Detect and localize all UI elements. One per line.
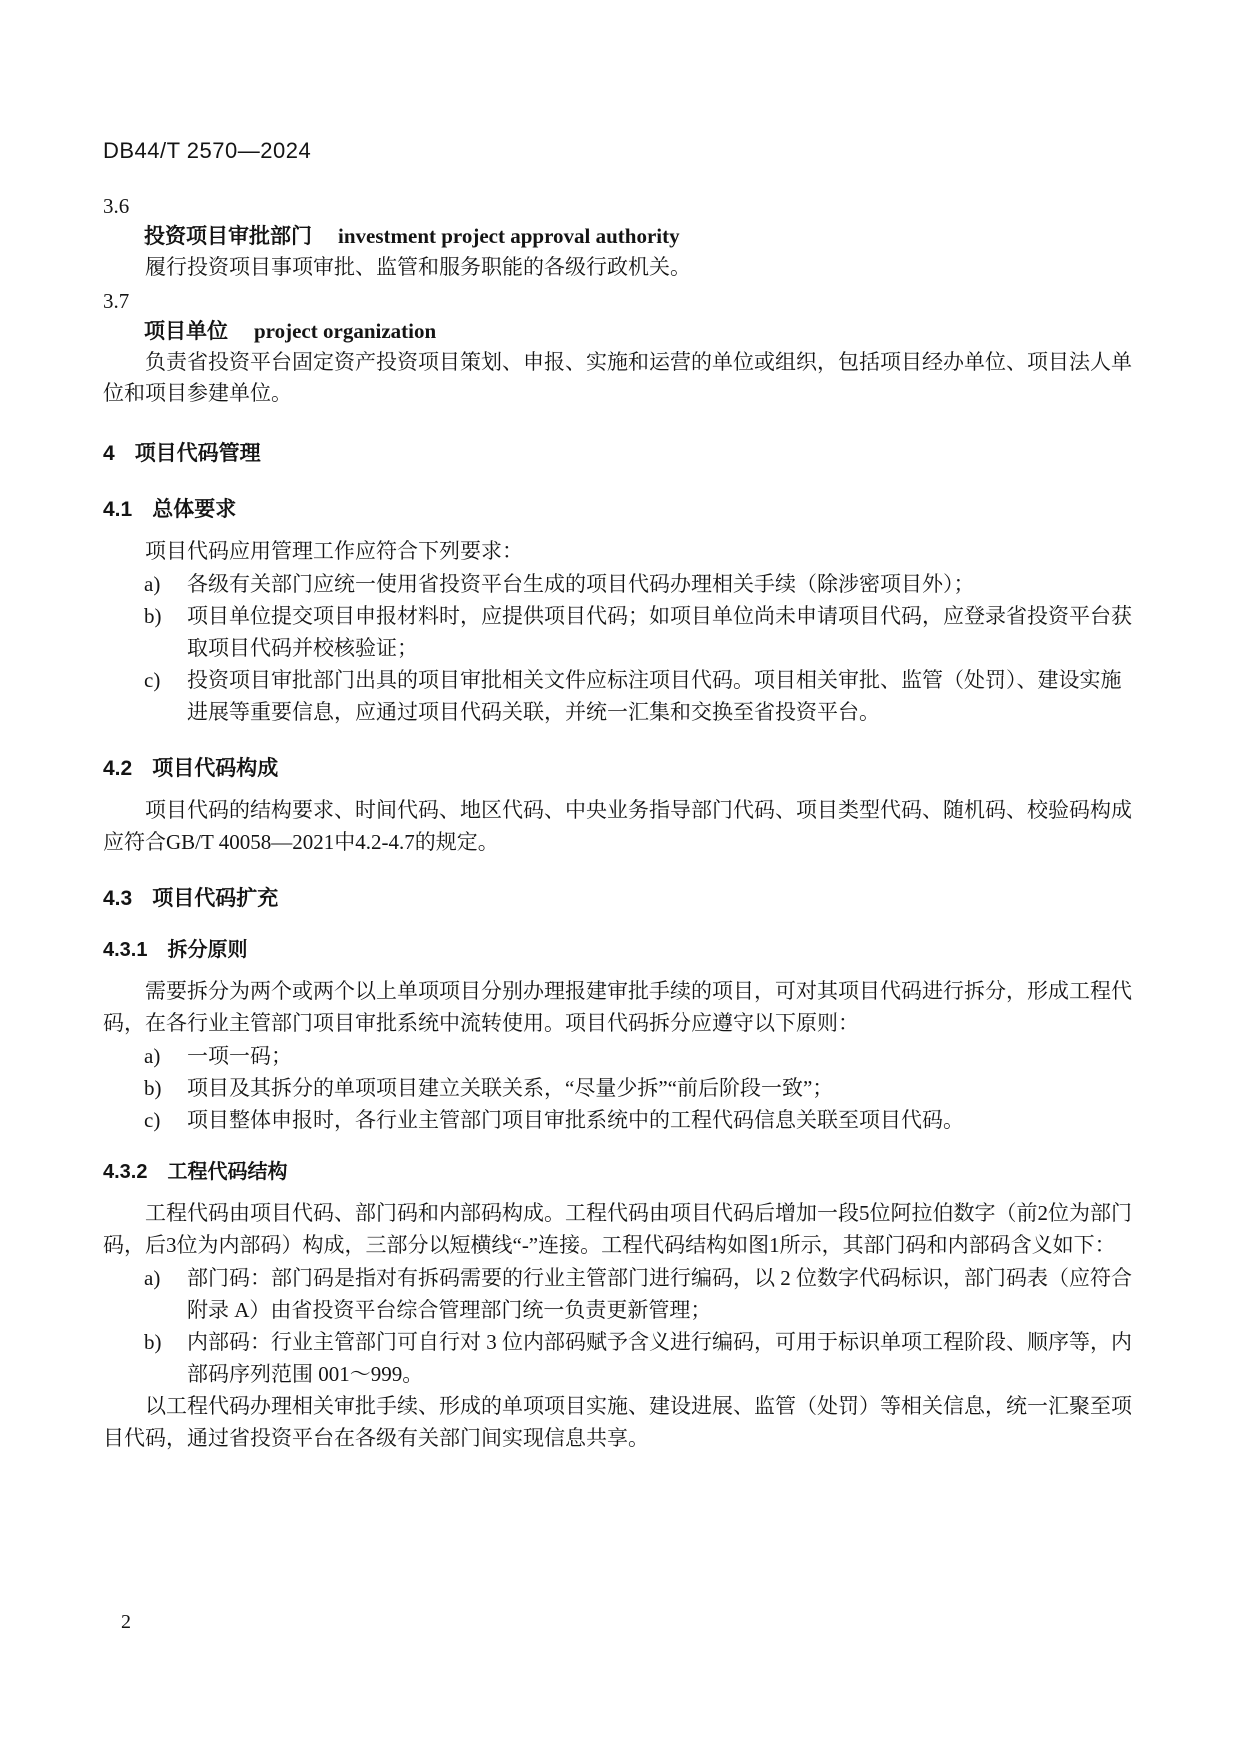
term-3-7 xyxy=(103,287,1141,409)
list-item-text: 各级有关部门应统一使用省投资平台生成的项目代码办理相关手续（除涉密项目外）； xyxy=(187,572,975,596)
list-item-text: 内部码：行业主管部门可自行对 3 位内部码赋予含义进行编码，可用于标识单项工程阶段、顺序等，内部码序列范围 001～999。 xyxy=(187,1330,1132,1386)
page-number: 2 xyxy=(121,1611,131,1633)
term-number: 3.6 xyxy=(103,194,130,218)
section-title: 项目代码扩充 xyxy=(152,887,279,910)
term-definition: 履行投资项目事项审批、监管和服务职能的各级行政机关。 xyxy=(145,255,691,279)
term-3-6 xyxy=(103,192,1141,283)
list-item xyxy=(103,600,1141,664)
paragraph: 工程代码由项目代码、部门码和内部码构成。工程代码由项目代码后增加一段5位阿拉伯数字（前2位为部门码，后3位为内部码）构成，三部分以短横线“-”连接。工程代码结构如图1所示，其部门码和内部码含义如下： xyxy=(103,1201,1132,1257)
list-item-text: 部门码：部门码是指对有拆码需要的行业主管部门进行编码，以 2 位数字代码标识，部门码表（应符合附录 A）由省投资平台综合管理部门统一负责更新管理； xyxy=(187,1266,1132,1322)
chapter-number: 4 xyxy=(103,442,115,465)
list-item xyxy=(103,568,1141,600)
section-title: 总体要求 xyxy=(152,498,237,521)
section-heading-4-3 xyxy=(103,884,1141,914)
list-item-text: 一项一码； xyxy=(187,1044,292,1068)
list-marker: a) xyxy=(144,1266,161,1290)
list-item xyxy=(103,664,1141,728)
subsection-heading-4-3-2 xyxy=(103,1158,1141,1187)
paragraph: 需要拆分为两个或两个以上单项项目分别办理报建审批手续的项目，可对其项目代码进行拆分，形成工程代码，在各行业主管部门项目审批系统中流转使用。项目代码拆分应遵守以下原则： xyxy=(103,979,1132,1035)
term-title-zh: 项目单位 xyxy=(144,320,228,343)
term-title-zh: 投资项目审批部门 xyxy=(144,225,312,248)
term-title xyxy=(103,317,1141,346)
chapter-title: 项目代码管理 xyxy=(134,442,261,465)
section-heading-4-1 xyxy=(103,495,1141,525)
paragraph: 项目代码应用管理工作应符合下列要求： xyxy=(145,539,523,563)
list-marker: a) xyxy=(144,572,161,596)
list-item-text: 项目单位提交项目申报材料时，应提供项目代码；如项目单位尚未申请项目代码，应登录省投资平台获取项目代码并校核验证； xyxy=(187,604,1132,660)
term-definition: 负责省投资平台固定资产投资项目策划、申报、实施和运营的单位或组织，包括项目经办单位、项目法人单位和项目参建单位。 xyxy=(103,350,1132,405)
term-number: 3.7 xyxy=(103,289,130,313)
subsection-heading-4-3-1 xyxy=(103,936,1141,965)
subsection-number: 4.3.2 xyxy=(103,1161,148,1183)
list-item xyxy=(103,1326,1141,1390)
section-heading-4-2 xyxy=(103,754,1141,784)
paragraph: 项目代码的结构要求、时间代码、地区代码、中央业务指导部门代码、项目类型代码、随机码、校验码构成应符合GB/T 40058—2021中4.2-4.7的规定。 xyxy=(103,798,1132,854)
list-item-text: 项目整体申报时，各行业主管部门项目审批系统中的工程代码信息关联至项目代码。 xyxy=(187,1108,964,1132)
paragraph: 以工程代码办理相关审批手续、形成的单项项目实施、建设进展、监管（处罚）等相关信息，统一汇聚至项目代码，通过省投资平台在各级有关部门间实现信息共享。 xyxy=(103,1394,1132,1450)
section-number: 4.3 xyxy=(103,887,133,910)
list-marker: b) xyxy=(144,1330,162,1354)
list-item xyxy=(103,1040,1141,1072)
doc-number: DB44/T 2570—2024 xyxy=(103,138,312,163)
list-marker: a) xyxy=(144,1044,161,1068)
chapter-heading xyxy=(103,439,1141,469)
section-number: 4.1 xyxy=(103,498,133,521)
term-title-en: investment project approval authority xyxy=(338,224,680,248)
page-content xyxy=(103,138,1141,1455)
list-marker: c) xyxy=(144,668,161,692)
list-marker: c) xyxy=(144,1108,161,1132)
list-marker: b) xyxy=(144,1076,162,1100)
list-marker: b) xyxy=(144,604,162,628)
list-item xyxy=(103,1104,1141,1136)
list-item xyxy=(103,1072,1141,1104)
section-number: 4.2 xyxy=(103,757,133,780)
list-item-text: 项目及其拆分的单项项目建立关联关系，“尽量少拆”“前后阶段一致”； xyxy=(187,1076,834,1100)
subsection-title: 工程代码结构 xyxy=(167,1161,288,1183)
subsection-title: 拆分原则 xyxy=(167,939,248,961)
term-title xyxy=(103,222,1141,251)
term-title-en: project organization xyxy=(254,319,437,343)
subsection-number: 4.3.1 xyxy=(103,939,148,961)
list-item xyxy=(103,1262,1141,1326)
section-title: 项目代码构成 xyxy=(152,757,279,780)
list-item-text: 投资项目审批部门出具的项目审批相关文件应标注项目代码。项目相关审批、监管（处罚）、建设实施进展等重要信息，应通过项目代码关联，并统一汇集和交换至省投资平台。 xyxy=(187,668,1122,724)
